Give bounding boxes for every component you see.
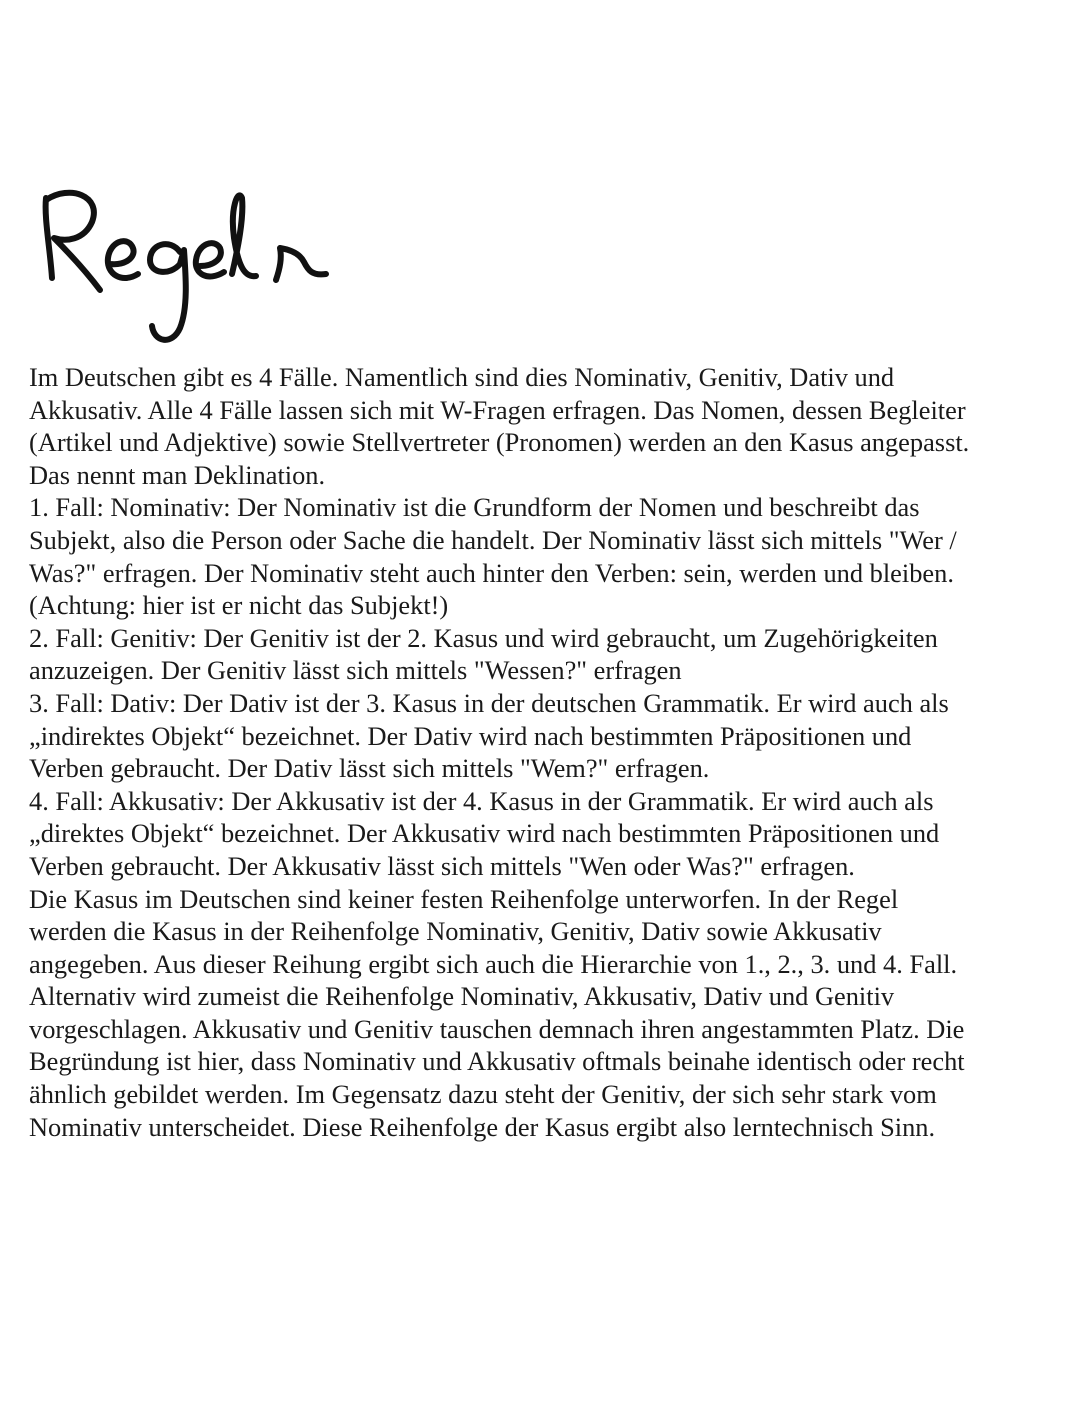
text-line: anzuzeigen. Der Genitiv lässt sich mittels "Wessen?" erfragen bbox=[29, 655, 682, 686]
title-letter-g bbox=[150, 244, 186, 340]
text-line: Nominativ unterscheidet. Diese Reihenfolge der Kasus ergibt also lerntechnisch Sinn. bbox=[29, 1111, 936, 1142]
text-line: 2. Fall: Genitiv: Der Genitiv ist der 2. Kasus und wird gebraucht, um Zugehörigkeiten bbox=[29, 622, 938, 653]
text-line: Im Deutschen gibt es 4 Fälle. Namentlich sind dies Nominativ, Genitiv, Dativ und bbox=[29, 362, 895, 392]
text-line: Die Kasus im Deutschen sind keiner festen Reihenfolge unterworfen. In der Regel bbox=[29, 883, 899, 914]
text-line: 1. Fall: Nominativ: Der Nominativ ist die Grundform der Nomen und beschreibt das bbox=[29, 492, 920, 523]
text-line: 3. Fall: Dativ: Der Dativ ist der 3. Kasus in der deutschen Grammatik. Er wird auch als bbox=[29, 687, 949, 718]
text-line: Verben gebraucht. Der Akkusativ lässt sich mittels "Wen oder Was?" erfragen. bbox=[29, 850, 855, 881]
text-line: Subjekt, also die Person oder Sache die handelt. Der Nominativ lässt sich mittels "Wer / bbox=[29, 524, 957, 555]
body-text bbox=[29, 361, 1059, 1143]
handwritten-title bbox=[30, 178, 390, 358]
text-line: vorgeschlagen. Akkusativ und Genitiv tauschen demnach ihren angestammten Platz. Die bbox=[29, 1013, 965, 1044]
text-line: ähnlich gebildet werden. Im Gegensatz dazu steht der Genitiv, der sich sehr stark vom bbox=[29, 1079, 937, 1110]
text-line: Verben gebraucht. Der Dativ lässt sich mittels "Wem?" erfragen. bbox=[29, 753, 710, 784]
text-line: Begründung ist hier, dass Nominativ und Akkusativ oftmals beinahe identisch oder recht bbox=[29, 1046, 965, 1077]
text-line: Alternativ wird zumeist die Reihenfolge Nominativ, Akkusativ, Dativ und Genitiv bbox=[29, 981, 895, 1012]
text-line: Das nennt man Deklination. bbox=[29, 459, 326, 490]
text-line: Akkusativ. Alle 4 Fälle lassen sich mit W-Fragen erfragen. Das Nomen, dessen Begleiter bbox=[29, 394, 966, 425]
text-line: (Achtung: hier ist er nicht das Subjekt!) bbox=[29, 590, 449, 621]
text-line: „direktes Objekt“ bezeichnet. Der Akkusativ wird nach bestimmten Präpositionen und bbox=[29, 818, 940, 849]
text-line: „indirektes Objekt“ bezeichnet. Der Dativ wird nach bestimmten Präpositionen und bbox=[29, 720, 912, 751]
title-letter-l bbox=[232, 195, 256, 276]
handwritten-title-drawing bbox=[30, 178, 390, 358]
text-line: 4. Fall: Akkusativ: Der Akkusativ ist der 4. Kasus in der Grammatik. Er wird auch als bbox=[29, 785, 934, 816]
text-line: (Artikel und Adjektive) sowie Stellvertreter (Pronomen) werden an den Kasus angepasst. bbox=[29, 427, 970, 458]
text-line: Was?" erfragen. Der Nominativ steht auch hinter den Verben: sein, werden und bleiben. bbox=[29, 557, 954, 588]
title-letter-e bbox=[108, 241, 138, 278]
text-line: angegeben. Aus dieser Reihung ergibt sich auch die Hierarchie von 1., 2., 3. und 4. Fall. bbox=[29, 948, 958, 979]
text-line: werden die Kasus in der Reihenfolge Nominativ, Genitiv, Dativ sowie Akkusativ bbox=[29, 916, 882, 947]
title-letter-n bbox=[276, 248, 326, 280]
title-letter-e2 bbox=[196, 243, 224, 276]
